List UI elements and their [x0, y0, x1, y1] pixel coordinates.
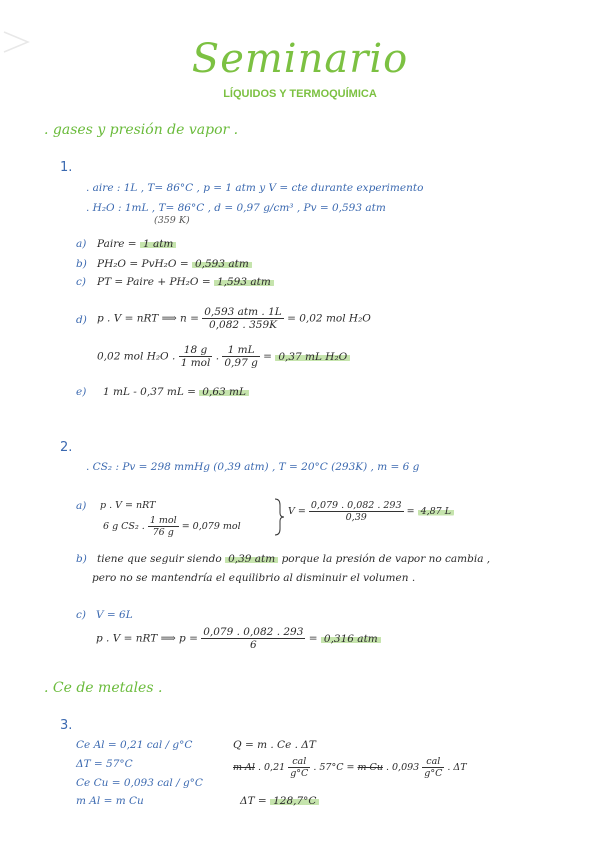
answer-d2-f1-num: 18 g: [179, 344, 213, 357]
answer-e-result: 0,63 mL: [199, 386, 249, 398]
answer-a-expr: Paire =: [97, 238, 137, 250]
answer-d-numerator: 0,593 atm . 1L: [204, 306, 282, 318]
p2-answer-a-v-num: 0,079 . 0,082 . 293: [310, 500, 402, 511]
problem-3-r2-c: . 57°C =: [313, 762, 355, 773]
p2-answer-c-eq: =: [308, 632, 318, 645]
problem-1-data-h2o: . H₂O : 1mL , T= 86°C , d = 0,97 g/cm³ , Pv = 0,593 atm: [86, 202, 386, 214]
answer-c-result: 1,593 atm: [214, 276, 274, 288]
p2-answer-a-v-den: 0,39: [345, 512, 367, 523]
page-subtitle: LÍQUIDOS Y TERMOQUÍMICA: [223, 88, 377, 100]
problem-3-r2-e: . 0,093: [385, 762, 420, 773]
problem-2-number: 2.: [60, 440, 73, 455]
problem-3-result: 128,7°C: [270, 795, 319, 807]
answer-c-expr: PT = Paire + PH₂O =: [97, 276, 211, 288]
p2-answer-b-line1-start: tiene que seguir siendo: [97, 553, 222, 565]
answer-a-result: 1 atm: [140, 238, 176, 250]
problem-3-r2-b: . 0,21: [257, 762, 286, 773]
p2-answer-a-line2-start: 6 g CS₂ .: [103, 521, 145, 532]
answer-e-label: e): [76, 386, 87, 398]
problem-3-r3: ΔT =: [240, 795, 267, 807]
p2-answer-c-line1: V = 6L: [96, 609, 133, 621]
problem-3-number: 3.: [60, 718, 73, 733]
p2-answer-a-v: V =: [288, 506, 306, 517]
brace-icon: [272, 497, 286, 537]
p2-answer-b-line1-end: porque la presión de vapor no cambia ,: [281, 553, 491, 565]
answer-d-label: d): [76, 314, 87, 326]
problem-1-number: 1.: [60, 160, 73, 175]
problem-2-data: . CS₂ : Pv = 298 mmHg (0,39 atm) , T = 20°C (293K) , m = 6 g: [86, 461, 420, 473]
problem-3-r2-f-den: g°C: [290, 768, 309, 779]
problem-3-ce-al: Ce Al = 0,21 cal / g°C: [76, 739, 193, 751]
problem-3-ce-cu: Ce Cu = 0,093 cal / g°C: [76, 777, 203, 789]
problem-3-m-cu: m Cu: [357, 762, 383, 773]
p2-answer-a-label: a): [76, 500, 87, 512]
answer-a-label: a): [76, 238, 87, 250]
answer-b-result: 0,593 atm: [192, 258, 252, 270]
p2-answer-a-line1: p . V = nRT: [100, 500, 156, 511]
problem-3-r2-f: . ΔT: [447, 762, 467, 773]
p2-answer-a-line2-end: = 0,079 mol: [181, 521, 241, 532]
p2-answer-c-expr: p . V = nRT ⟹ p =: [96, 632, 198, 645]
answer-e-expr: 1 mL - 0,37 mL =: [103, 386, 196, 398]
problem-3-r2-g-num: cal: [422, 756, 444, 768]
answer-c-label: c): [76, 276, 86, 288]
answer-d-expr: p . V = nRT ⟹ n =: [97, 312, 199, 325]
p2-answer-b-label: b): [76, 553, 87, 565]
p2-answer-a-f-den: 76 g: [152, 527, 174, 538]
answer-d2-f1-den: 1 mol: [180, 357, 211, 369]
answer-d2-f2-den: 0,97 g: [224, 357, 258, 369]
answer-d2-result: 0,37 mL H₂O: [275, 351, 350, 363]
page-title: Seminario: [191, 36, 409, 82]
section-heading-gases: . gases y presión de vapor .: [44, 122, 239, 138]
p2-answer-c-label: c): [76, 609, 86, 621]
problem-3-masses: m Al = m Cu: [76, 795, 144, 807]
answer-d2-start: 0,02 mol H₂O .: [97, 350, 176, 363]
answer-b-label: b): [76, 258, 87, 270]
p2-answer-a-v-result: 4,87 L: [418, 506, 454, 517]
section-heading-metales: . Ce de metales .: [44, 680, 163, 696]
problem-1-kelvin-note: (359 K): [154, 215, 190, 226]
p2-answer-c-result: 0,316 atm: [321, 633, 381, 645]
answer-d2-eq: =: [263, 350, 272, 363]
problem-3-r2-g-den: g°C: [424, 768, 443, 779]
answer-b-expr: PH₂O = PvH₂O =: [97, 258, 189, 270]
p2-answer-b-line2: pero no se mantendría el equilibrio al disminuir el volumen .: [92, 572, 416, 584]
problem-3-m-al: m Al: [233, 762, 255, 773]
p2-answer-c-den: 6: [249, 639, 257, 651]
problem-1-data-aire: . aire : 1L , T= 86°C , p = 1 atm y V = cte durante experimento: [86, 182, 424, 194]
problem-3-delta-t: ΔT = 57°C: [76, 758, 133, 770]
answer-d-denominator: 0,082 . 359K: [209, 319, 277, 331]
answer-d2-f2-num: 1 mL: [222, 344, 259, 357]
problem-3-formula: Q = m . Ce . ΔT: [233, 739, 316, 751]
p2-answer-c-num: 0,079 . 0,082 . 293: [203, 626, 304, 638]
p2-answer-a-v-eq: =: [406, 506, 415, 517]
answer-d2-dot: .: [215, 350, 220, 363]
answer-d-result: = 0,02 mol H₂O: [287, 312, 371, 325]
p2-answer-a-f-num: 1 mol: [149, 515, 177, 526]
p2-answer-b-highlight: 0,39 atm: [225, 553, 278, 565]
problem-3-r2-f-num: cal: [288, 756, 310, 768]
